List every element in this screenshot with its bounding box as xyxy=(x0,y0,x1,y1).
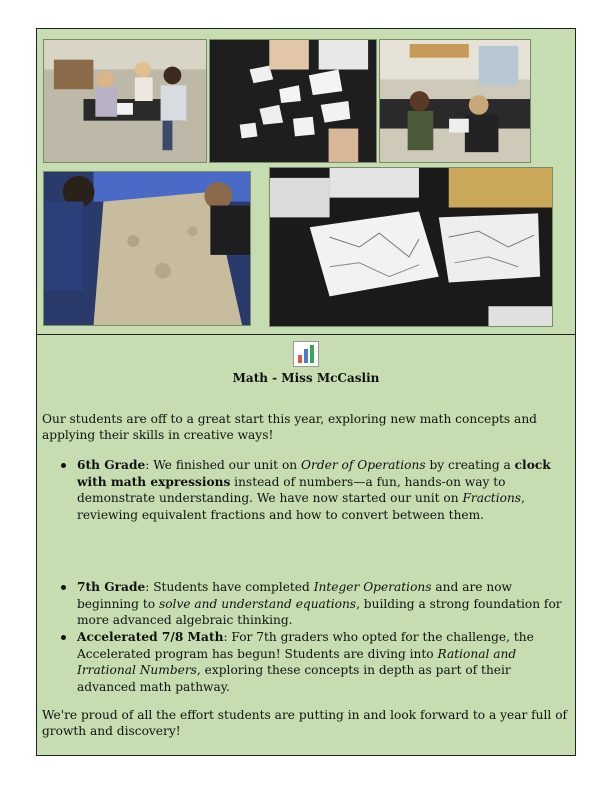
bullet-text: , reviewing equivalent fractions and how to convert between them. xyxy=(77,491,525,522)
bullet-text: : For 7th graders who opted for the challenge, the Accelerated program has begun! Students are diving into xyxy=(77,630,534,661)
bullet-label: Accelerated 7/8 Math xyxy=(77,630,224,644)
bullet-text: and are now beginning to xyxy=(77,580,512,611)
list-item-7th-grade xyxy=(59,579,564,629)
bullet-emphasis: Integer Operations xyxy=(313,580,432,594)
closing-paragraph: We're proud of all the effort students are putting in and look forward to a year full of growth and discovery! xyxy=(42,708,568,738)
bullet-text: , exploring these concepts in depth as part of their advanced math pathway. xyxy=(77,663,511,694)
photo-students-at-table xyxy=(43,39,207,163)
section-title: Math - Miss McCaslin xyxy=(232,371,380,385)
photo-paper-pieces xyxy=(209,39,377,163)
bullet-label: 7th Grade xyxy=(77,580,146,594)
bullet-emphasis: Rational and Irrational Numbers xyxy=(77,646,517,677)
bar-chart-icon xyxy=(293,341,319,367)
photo-collage xyxy=(37,29,575,335)
bullet-emphasis: solve and understand equations xyxy=(158,596,357,611)
bullet-text: by creating a xyxy=(425,458,515,472)
list-item-6th-grade xyxy=(59,457,564,523)
bullet-dot xyxy=(61,463,66,468)
intro-paragraph: Our students are off to a great start this year, exploring new math concepts and applying their skills in creative ways! xyxy=(42,412,537,442)
photo-students-working xyxy=(379,39,531,163)
photo-sand-table xyxy=(43,171,251,326)
bullet-text: : Students have completed xyxy=(145,580,314,594)
bullet-text: : We finished our unit on xyxy=(145,458,302,472)
bullet-emphasis: Order of Operations xyxy=(301,458,426,472)
newsletter-section xyxy=(36,28,576,756)
bullet-emphasis: Fractions xyxy=(462,491,522,505)
list-item-accelerated xyxy=(59,629,564,695)
bullet-text: instead of numbers—a fun, hands-on way to demonstrate understanding. We have now started our unit on xyxy=(77,474,506,505)
bullet-text: , building a strong foundation for more advanced algebraic thinking. xyxy=(77,596,562,627)
bullet-label: 6th Grade xyxy=(77,458,146,472)
bullet-dot xyxy=(61,635,66,640)
bullet-dot xyxy=(61,585,66,590)
photo-crumpled-paper xyxy=(269,167,553,327)
bullet-strong: clock with math expressions xyxy=(77,458,551,489)
